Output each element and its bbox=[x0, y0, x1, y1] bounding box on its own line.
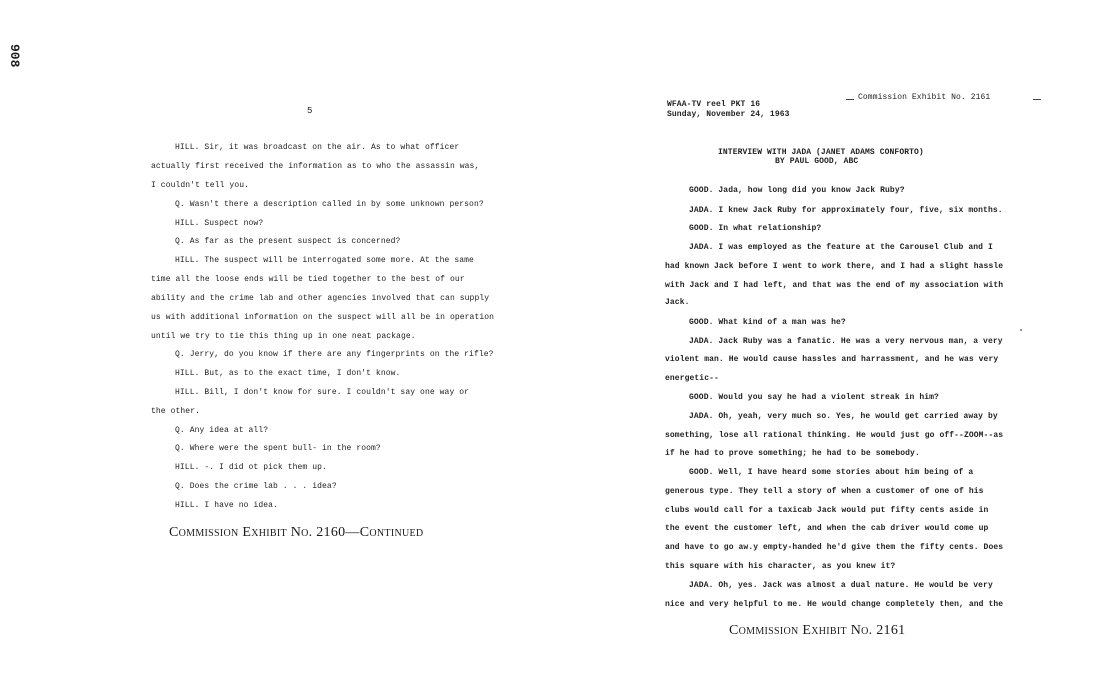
transcript-line: HILL. Suspect now? bbox=[175, 219, 264, 228]
transcript-line: the event the customer left, and when the cab driver would come up bbox=[665, 524, 989, 533]
transcript-line: JADA. I knew Jack Ruby for approximately four, five, six months. bbox=[689, 206, 1003, 215]
transcript-line: energetic-- bbox=[665, 374, 719, 383]
exhibit-label: Commission Exhibit No. 2161 bbox=[858, 93, 991, 102]
transcript-line: JADA. Oh, yes. Jack was almost a dual nature. He would be very bbox=[689, 581, 993, 590]
header-date: Sunday, November 24, 1963 bbox=[667, 110, 790, 119]
transcript-line: Jack. bbox=[665, 298, 690, 307]
transcript-line: actually first received the information as to who the assassin was, bbox=[151, 162, 480, 171]
transcript-line: Q. Does the crime lab . . . idea? bbox=[175, 482, 337, 491]
transcript-line: generous type. They tell a story of when a customer of one of his bbox=[665, 487, 984, 496]
left-page-number: 5 bbox=[307, 106, 313, 116]
transcript-line: HILL. The suspect will be interrogated some more. At the same bbox=[175, 256, 474, 265]
transcript-line: HILL. Sir, it was broadcast on the air. As to what officer bbox=[175, 143, 460, 152]
transcript-line: GOOD. Well, I have heard some stories about him being of a bbox=[689, 468, 974, 477]
transcript-line: JADA. Jack Ruby was a fanatic. He was a very nervous man, a very bbox=[689, 337, 1003, 346]
transcript-line: JADA. Oh, yeah, very much so. Yes, he would get carried away by bbox=[689, 412, 998, 421]
transcript-line: had known Jack before I went to work there, and I had a slight hassle bbox=[665, 262, 1004, 271]
transcript-line: the other. bbox=[151, 407, 201, 416]
transcript-line: violent man. He would cause hassles and harrassment, and he was very bbox=[665, 355, 999, 364]
transcript-line: Q. Any idea at all? bbox=[175, 426, 269, 435]
scan-speck bbox=[1020, 329, 1022, 331]
transcript-line: clubs would call for a taxicab Jack would put fifty cents aside in bbox=[665, 506, 989, 515]
transcript-line: nice and very helpful to me. He would change completely then, and the bbox=[665, 600, 1004, 609]
transcript-line: Q. Wasn't there a description called in by some unknown person? bbox=[175, 200, 484, 209]
transcript-line: time all the loose ends will be tied together to the best of our bbox=[151, 275, 465, 284]
transcript-line: HILL. -. I did ot pick them up. bbox=[175, 463, 327, 472]
transcript-line: GOOD. In what relationship? bbox=[689, 224, 822, 233]
transcript-line: HILL. Bill, I don't know for sure. I couldn't say one way or bbox=[175, 388, 470, 397]
transcript-line: GOOD. What kind of a man was he? bbox=[689, 318, 846, 327]
dash-mark bbox=[846, 99, 854, 100]
transcript-line: us with additional information on the suspect will all be in operation bbox=[151, 313, 495, 322]
transcript-line: with Jack and I had left, and that was the end of my association with bbox=[665, 281, 1004, 290]
transcript-line: GOOD. Jada, how long did you know Jack Ruby? bbox=[689, 186, 905, 195]
transcript-line: if he had to prove something; he had to be somebody. bbox=[665, 449, 920, 458]
right-exhibit-caption: Commission Exhibit No. 2161 bbox=[729, 623, 906, 638]
transcript-line: HILL. I have no idea. bbox=[175, 501, 278, 510]
transcript-line: Q. Where were the spent bull- in the room? bbox=[175, 444, 381, 453]
transcript-line: ability and the crime lab and other agencies involved that can supply bbox=[151, 294, 490, 303]
header-reel: WFAA-TV reel PKT 16 bbox=[667, 100, 761, 109]
transcript-line: JADA. I was employed as the feature at the Carousel Club and I bbox=[689, 243, 993, 252]
dash-mark bbox=[1033, 99, 1041, 100]
transcript-line: HILL. But, as to the exact time, I don't know. bbox=[175, 369, 401, 378]
page-number: 908 bbox=[7, 44, 22, 68]
transcript-line: this square with his character, as you knew it? bbox=[665, 562, 896, 571]
transcript-line: I couldn't tell you. bbox=[151, 181, 250, 190]
interview-byline: BY PAUL GOOD, ABC bbox=[775, 157, 859, 166]
transcript-line: Q. Jerry, do you know if there are any fingerprints on the rifle? bbox=[175, 350, 494, 359]
transcript-line: GOOD. Would you say he had a violent streak in him? bbox=[689, 393, 939, 402]
transcript-line: Q. As far as the present suspect is concerned? bbox=[175, 237, 401, 246]
transcript-line: and have to go aw.y empty-handed he'd give them the fifty cents. Does bbox=[665, 543, 1004, 552]
interview-title: INTERVIEW WITH JADA (JANET ADAMS CONFORTO) bbox=[718, 148, 924, 157]
transcript-line: until we try to tie this thing up in one neat package. bbox=[151, 332, 416, 341]
transcript-line: something, lose all rational thinking. He would just go off--ZOOM--as bbox=[665, 431, 1004, 440]
left-exhibit-caption: Commission Exhibit No. 2160—Continued bbox=[169, 525, 424, 540]
